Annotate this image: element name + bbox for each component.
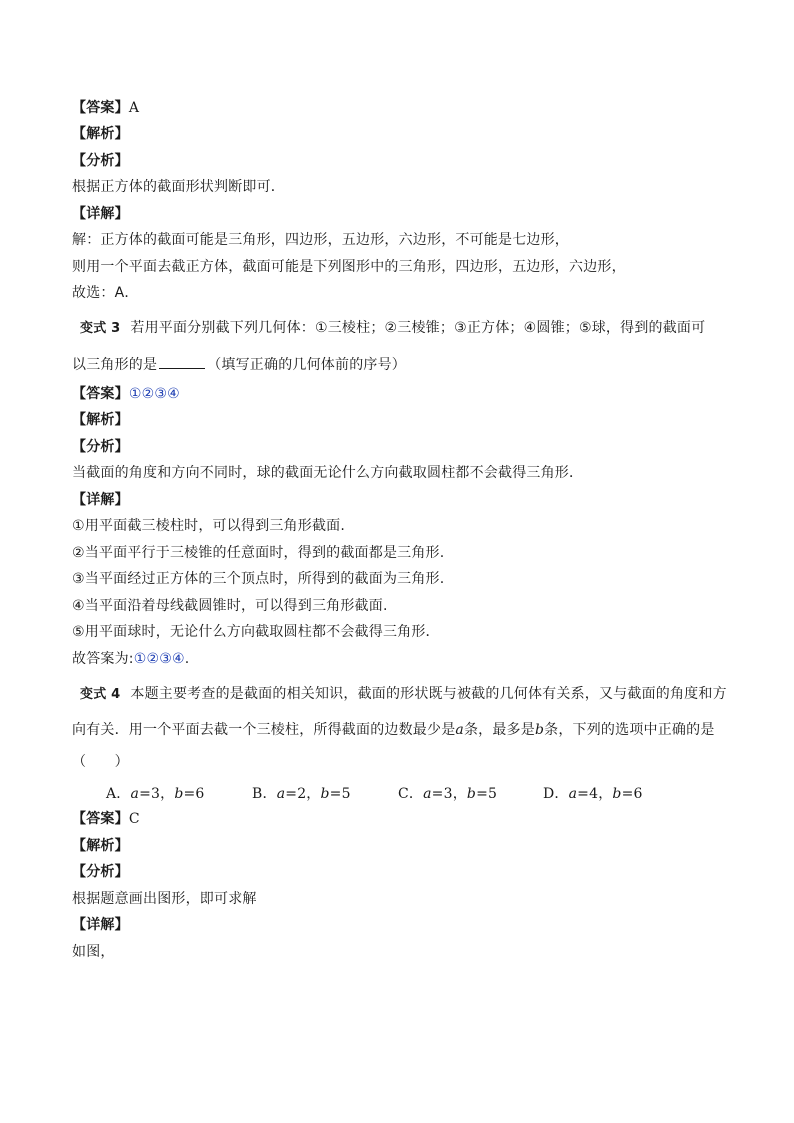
detail-line: 解：正方体的截面可能是三角形，四边形，五边形，六边形，不可能是七边形， [72,232,569,248]
option-a-value: 4 [589,786,599,802]
option-letter: B． [252,786,277,802]
option-letter: C． [398,786,424,802]
option-letter: D． [543,786,569,802]
detail-line: ①用平面截三棱柱时，可以得到三角形截面. [72,518,345,534]
answer-value: ①②③④ [128,386,180,402]
fenxi-tag: 【分析】 [72,439,129,455]
jiexi-tag: 【解析】 [72,412,129,428]
answer-line [72,98,139,118]
answer-line [72,384,180,404]
jiexi-tag: 【解析】 [72,838,129,854]
variable-a: a [455,722,464,738]
option-a-value: 2 [297,786,307,802]
question-text: 条，下列的选项中正确的是 [544,722,715,738]
option-d[interactable]: D．a=4，b=6 [543,786,643,802]
question-text: 本题主要考查的是截面的相关知识，截面的形状既与被截的几何体有关系，又与截面的角度和方 [130,686,727,702]
option-b-value: 5 [488,786,498,802]
option-b[interactable]: B．a=2，b=5 [252,786,351,802]
question-text: 以三角形的是 [72,357,158,373]
variant4-question-line3: （ ） [72,754,129,770]
option-c[interactable]: C．a=3，b=5 [398,786,498,802]
fill-blank[interactable] [159,354,205,369]
answer-value: A [128,100,140,116]
detail-text: 如图， [72,944,115,960]
detail-line: ②当平面平行于三棱锥的任意面时，得到的截面都是三角形. [72,545,445,561]
xiangjie-tag: 【详解】 [72,492,129,508]
conclusion-value: ①②③④ [133,651,185,667]
variant-label: 变式 4 [80,687,121,702]
answer-tag: 【答案】 [72,811,129,827]
fenxi-text: 根据题意画出图形，即可求解 [72,891,257,907]
option-b-value: 6 [195,786,205,802]
option-b-value: 5 [341,786,351,802]
answer-value: C [128,811,140,827]
option-a[interactable]: A．a=3，b=6 [106,786,205,802]
xiangjie-tag: 【详解】 [72,206,129,222]
fenxi-text: 根据正方体的截面形状判断即可． [72,179,285,195]
answer-tag: 【答案】 [72,100,129,116]
jiexi-tag: 【解析】 [72,126,129,142]
conclusion-text: 故答案为: [72,651,134,667]
question-text: 条，最多是 [463,722,535,738]
xiangjie-tag: 【详解】 [72,917,129,933]
detail-line: 故选：A． [72,285,139,301]
detail-line: ③当平面经过正方体的三个顶点时，所得到的截面为三角形. [72,571,445,587]
variant-label: 变式 3 [80,321,121,336]
variable-b: b [534,722,545,738]
conclusion-text: . [184,651,190,667]
options-row [0,784,794,804]
variant4-question-line1 [80,684,727,705]
variant3-question-line2 [72,354,406,375]
detail-line: ⑤用平面球时，无论什么方向截取圆柱都不会截得三角形． [72,624,440,640]
answer-line [72,809,140,829]
option-b-value: 6 [633,786,643,802]
question-text: （填写正确的几何体前的序号） [207,357,407,373]
option-a-value: 3 [151,786,161,802]
fenxi-tag: 【分析】 [72,153,129,169]
fenxi-text: 当截面的角度和方向不同时，球的截面无论什么方向截取圆柱都不会截得三角形． [72,465,584,481]
conclusion-line [72,649,189,669]
option-a-value: 3 [443,786,453,802]
detail-line: 则用一个平面去截正方体，截面可能是下列图形中的三角形，四边形，五边形，六边形， [72,259,626,275]
option-letter: A． [106,786,131,802]
variant3-question-line1 [80,318,705,339]
answer-tag: 【答案】 [72,386,129,402]
question-text: 若用平面分别截下列几何体：①三棱柱；②三棱锥；③正方体；④圆锥；⑤球，得到的截面可 [130,320,706,336]
variant4-question-line2 [72,720,715,740]
fenxi-tag: 【分析】 [72,864,129,880]
detail-line: ④当平面沿着母线截圆锥时，可以得到三角形截面. [72,598,388,614]
question-text: 向有关．用一个平面去截一个三棱柱，所得截面的边数最少是 [72,722,456,738]
